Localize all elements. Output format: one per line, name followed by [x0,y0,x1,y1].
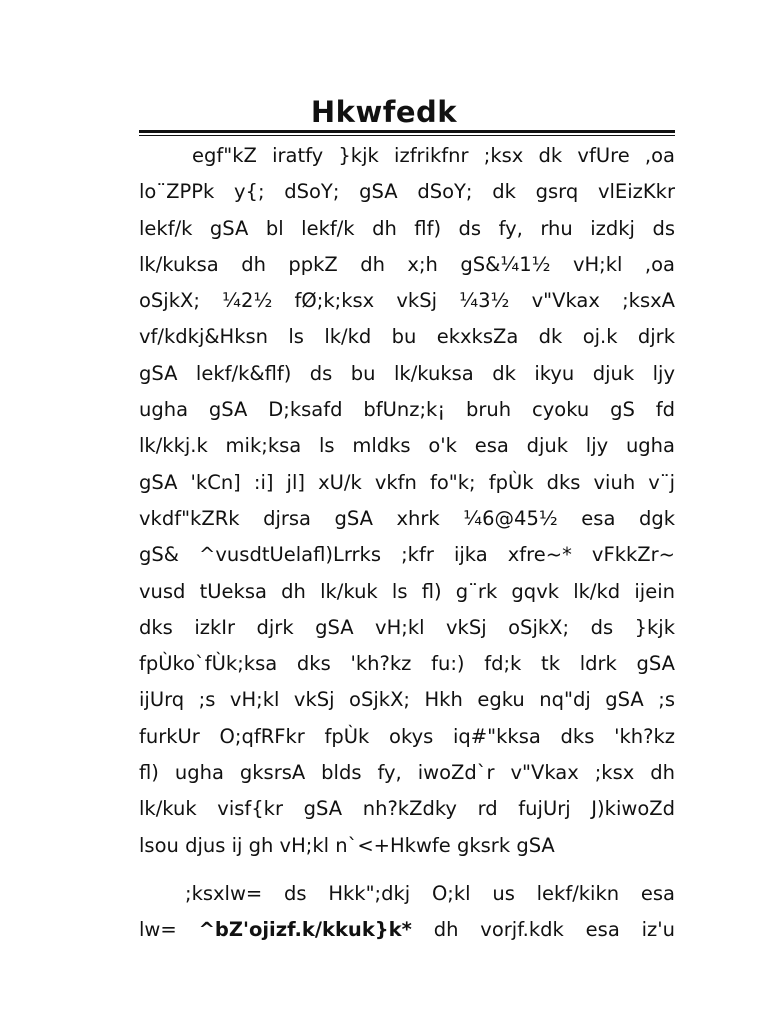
text-line: vusd tUeksa dh lk/kuk ls fl) g¨rk gqvk lk/kd ijein [139,579,675,603]
text-run: dh vorjf.kdk esa iz'u [411,918,675,942]
text-line [139,912,675,948]
text-line: ugha gSA D;ksafd bfUnz;k¡ bruh cyoku gS fd [139,398,675,422]
text-line: ijUrq ;s vH;kl vkSj oSjkX; Hkh egku nq"dj gSA ;s [139,688,675,712]
text-line: fpÙko`fÙk;ksa dks 'kh?kz fu:) fd;k tk ldrk gSA [139,652,675,676]
text-line: lk/kkj.k mik;ksa ls mldks o'k esa djuk ljy ugha [139,434,675,458]
title-rule-thin [139,135,675,136]
text-line: vf/kdkj&Hksn ls lk/kd bu ekxksZa dk oj.k djrk [139,325,675,349]
text-line: ;ksxlw= ds Hkk";dkj O;kl us lekf/kikn esa [185,881,675,905]
text-line: gSA 'kCn] :i] jl] xU/k vkfn fo"k; fpÙk dks viuh v¨j [139,470,675,494]
bold-sutra: ^bZ'ojizf.k/kkuk}k* [198,918,412,942]
text-line: lekf/k gSA bl lekf/k dh flf) ds fy, rhu izdkj ds [139,216,675,240]
text-line: vkdf"kZRk djrsa gSA xhrk ¼6@45½ esa dgk [139,506,675,530]
text-line: furkUr O;qfRFkr fpÙk okys iq#"kksa dks 'kh?kz [139,724,675,748]
title-rule-thick [139,130,675,133]
page-title: Hkwfedk [310,95,458,129]
text-line: egf"kZ iratfy }kjk izfrikfnr ;ksx dk vfUre ,oa [192,144,675,167]
body-text [139,138,675,949]
text-line: lo¨ZPPk y{; dSoY; gSA dSoY; dk gsrq vlEizKkr [139,180,675,204]
text-line: gSA lekf/k&flf) ds bu lk/kuksa dk ikyu djuk ljy [139,361,675,385]
paragraph-2 [139,876,675,949]
text-line: dks izkIr djrk gSA vH;kl vkSj oSjkX; ds }kjk [139,615,675,639]
text-line: lsou djus ij gh vH;kl n`<+Hkwfe gksrk gSA [139,833,555,857]
text-line: gS& ^vusdtUelafl)Lrrks ;kfr ijka xfre~* vFkkZr~ [139,543,675,567]
text-run: lw= [139,918,199,942]
text-line: fl) ugha gksrsA blds fy, iwoZd`r v"Vkax ;ksx dh [139,761,675,785]
text-line: lk/kuk visf{kr gSA nh?kZdky rd fujUrj J)kiwoZd [139,797,675,821]
paragraph-1 [139,138,675,864]
text-line: oSjkX; ¼2½ fØ;k;ksx vkSj ¼3½ v"Vkax ;ksxA [139,289,675,313]
text-line: lk/kuksa dh ppkZ dh x;h gS&¼1½ vH;kl ,oa [139,252,675,276]
